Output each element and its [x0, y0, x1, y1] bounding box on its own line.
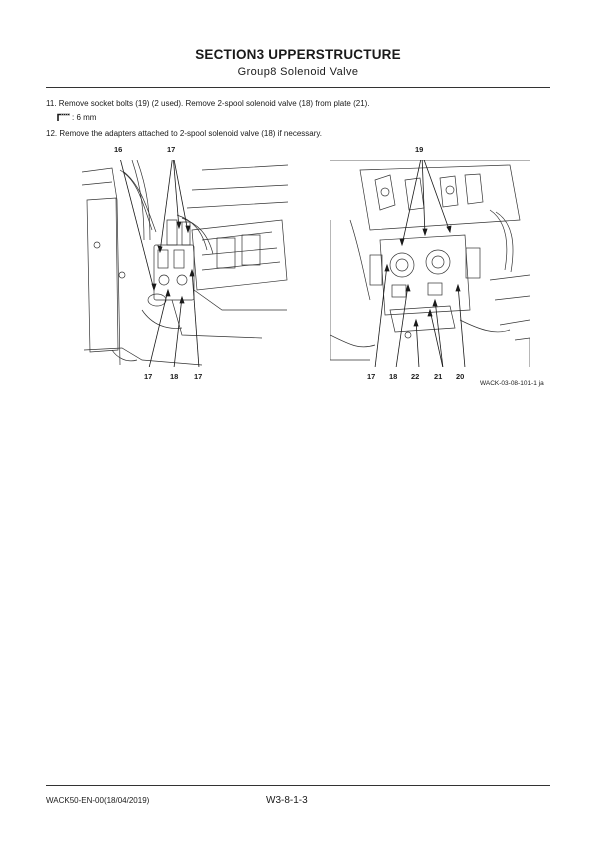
footer-divider — [46, 785, 550, 786]
callout-17-bottom-left: 17 — [144, 372, 153, 381]
callout-19: 19 — [415, 145, 424, 154]
callout-18-right: 18 — [389, 372, 398, 381]
callout-21: 21 — [434, 372, 443, 381]
callout-20: 20 — [456, 372, 465, 381]
group-subtitle: Group8 Solenoid Valve — [237, 66, 359, 78]
callout-22: 22 — [411, 372, 420, 381]
callout-18: 18 — [170, 372, 179, 381]
hex-wrench-icon — [57, 113, 71, 122]
page-number: W3-8-1-3 — [266, 795, 308, 806]
callout-17-bottom-right: 17 — [194, 372, 203, 381]
callout-17-right: 17 — [367, 372, 376, 381]
callout-16: 16 — [114, 145, 123, 154]
section-title: SECTION3 UPPERSTRUCTURE — [195, 47, 401, 62]
tool-size-label: : 6 mm — [72, 113, 97, 122]
step-12-text: 12. Remove the adapters attached to 2-spool solenoid valve (18) if necessary. — [46, 129, 323, 138]
figure-right-solenoid-valve — [330, 160, 530, 367]
figure-left-solenoid-valve — [82, 160, 288, 367]
document-id: WACK50-EN-00(18/04/2019) — [46, 796, 150, 805]
figure-code: WACK-03-08-101-1 ja — [480, 380, 544, 387]
tool-spec — [57, 113, 96, 122]
step-11-text: 11. Remove socket bolts (19) (2 used). Remove 2-spool solenoid valve (18) from plate (21). — [46, 99, 370, 108]
header-divider — [46, 87, 550, 88]
callout-17-top: 17 — [167, 145, 176, 154]
